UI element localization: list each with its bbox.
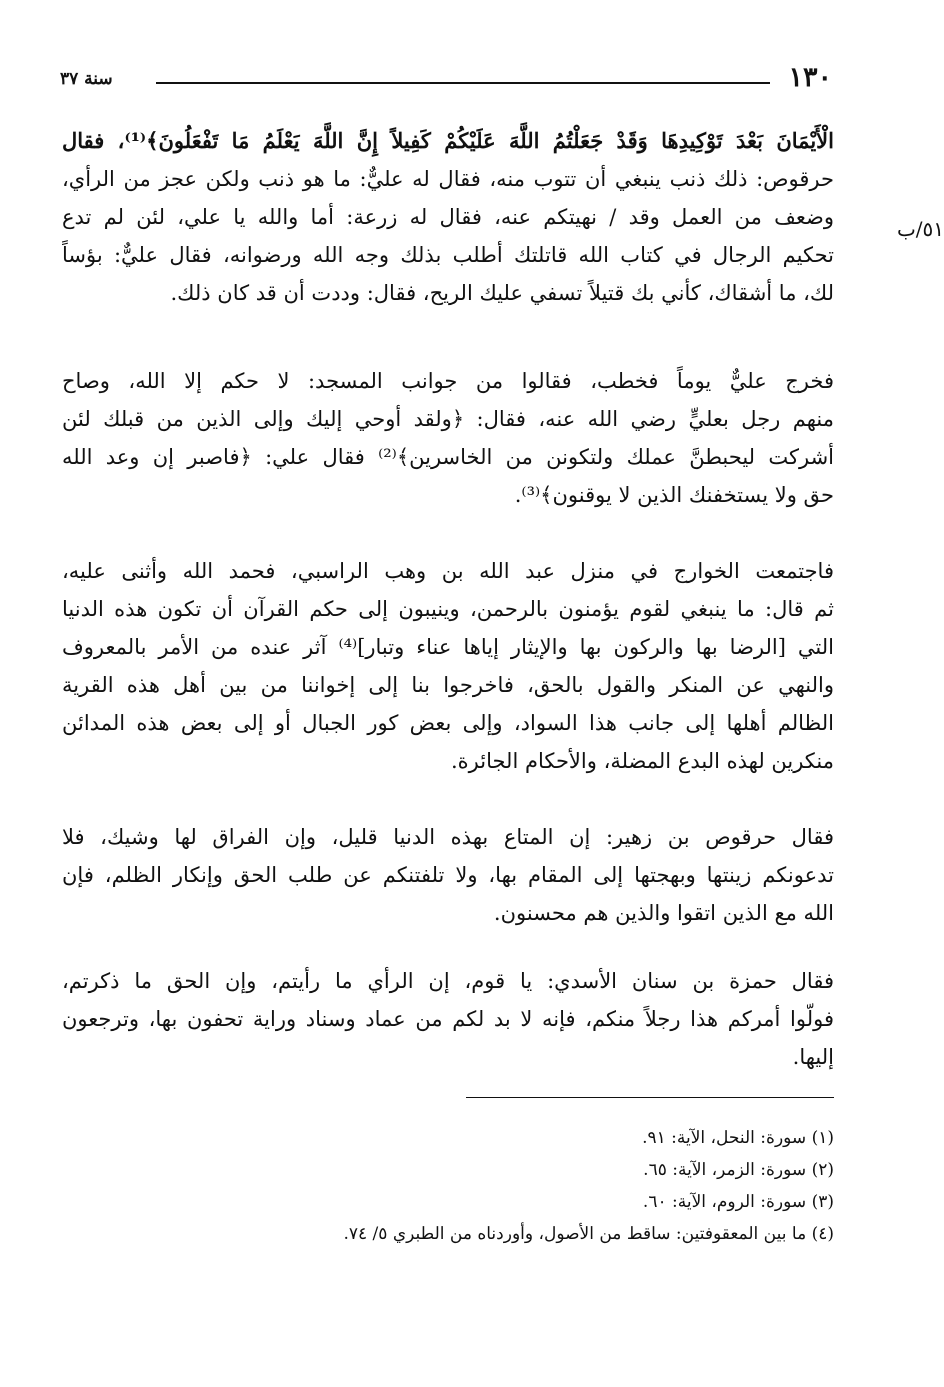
paragraph <box>62 122 834 312</box>
text-line: لك، ما أشقاك، كأني بك قتيلاً تسفي عليك الريح، فقال: وددت أن قد كان ذلك. <box>170 281 834 305</box>
paragraph <box>62 362 834 514</box>
paragraph <box>62 818 834 932</box>
header-rule <box>156 82 770 84</box>
text-line: والنهي عن المنكر والقول بالحق، فاخرجوا بنا إلى إخواننا من بين أهل هذه القرية <box>62 673 834 697</box>
paragraph <box>62 962 834 1076</box>
footnote: (٤) ما بين المعقوفتين: ساقط من الأصول، وأوردناه من الطبري ٥/ ٧٤. <box>343 1224 834 1244</box>
text-line: ثم قال: ما ينبغي لقوم يؤمنون بالرحمن، وينيبون إلى حكم القرآن أن تكون هذه الدنيا <box>62 597 834 621</box>
footnote: (٣) سورة: الروم، الآية: ٦٠. <box>642 1192 834 1212</box>
text-line: منهم رجل بعليٍّ رضي الله عنه، فقال: ﴿ولقد أوحي إليك وإلى الذين من قبلك لئن <box>62 407 834 431</box>
text-line: الْأَيْمَانَ بَعْدَ تَوْكِيدِهَا وَقَدْ جَعَلْتُمُ اللَّهَ عَلَيْكُمْ كَفِيلاً إِنَّ اللَّهَ يَعْلَمُ مَا تَفْعَلُونَ﴾⁽¹⁾، فقال <box>62 128 834 153</box>
running-head: سنة ٣٧ <box>60 69 113 89</box>
text-line: الله مع الذين اتقوا والذين هم محسنون. <box>493 901 834 925</box>
text-line: فقال حمزة بن سنان الأسدي: يا قوم، إن الرأي ما رأيتم، وإن الحق ما ذكرتم، <box>62 969 834 993</box>
text-line: تحكيم الرجال في كتاب الله قاتلتك أطلب بذلك وجه الله ورضوانه، فقال عليٌّ: بؤساً <box>62 243 834 267</box>
page-header <box>60 62 832 96</box>
footnote: (٢) سورة: الزمر، الآية: ٦٥. <box>643 1160 834 1180</box>
footnotes <box>120 1122 834 1250</box>
text-line: منكرين لهذه البدع المضلة، والأحكام الجائرة. <box>450 749 834 773</box>
text-line: فولّوا أمركم هذا رجلاً منكم، فإنه لا بد لكم من عماد وسناد وراية تحفون بها، وترجعون <box>62 1007 834 1031</box>
footnote-rule <box>466 1097 834 1098</box>
text-line: تدعونكم زينتها وبهجتها إلى المقام بها، ولا تلفتنكم عن طلب الحق وإنكار الظلم، فإن <box>62 863 834 887</box>
text-line: الظالم أهلها إلى جانب هذا السواد، وإلى بعض كور الجبال أو إلى بعض هذه المدائن <box>62 711 834 735</box>
text-line: وضعف من العمل وقد / نهيتكم عنه، فقال له زرعة: أما والله يا علي، لئن لم تدع <box>62 205 834 229</box>
text-line: فاجتمعت الخوارج في منزل عبد الله بن وهب الراسبي، فحمد الله وأثنى عليه، <box>62 559 834 583</box>
text-line: التي [الرضا بها والركون بها والإيثار إياها عناء وتبار]⁽⁴⁾ آثر عنده من الأمر بالمعروف <box>62 635 834 659</box>
text-line: أشركت ليحبطنَّ عملك ولتكونن من الخاسرين﴾⁽²⁾ فقال علي: ﴿فاصبر إن وعد الله <box>62 445 834 469</box>
page-number: ١٣٠ <box>788 62 832 93</box>
footnote: (١) سورة: النحل، الآية: ٩١. <box>642 1128 834 1148</box>
text-line: فقال حرقوص بن زهير: إن المتاع بهذه الدنيا قليل، وإن الفراق لها وشيك، فلا <box>62 825 834 849</box>
text-line: إليها. <box>792 1045 834 1069</box>
text-line: فخرج عليٌّ يوماً فخطب، فقالوا من جوانب المسجد: لا حكم إلا الله، وصاح <box>62 369 834 393</box>
text-line: حق ولا يستخفنك الذين لا يوقنون﴾⁽³⁾. <box>514 483 834 507</box>
margin-folio-note: ٥١/ب <box>896 217 944 241</box>
text-line: حرقوص: ذلك ذنب ينبغي أن تتوب منه، فقال له عليٌّ: ما هو ذنب ولكن عجز من الرأي، <box>62 167 834 191</box>
paragraph <box>62 552 834 780</box>
